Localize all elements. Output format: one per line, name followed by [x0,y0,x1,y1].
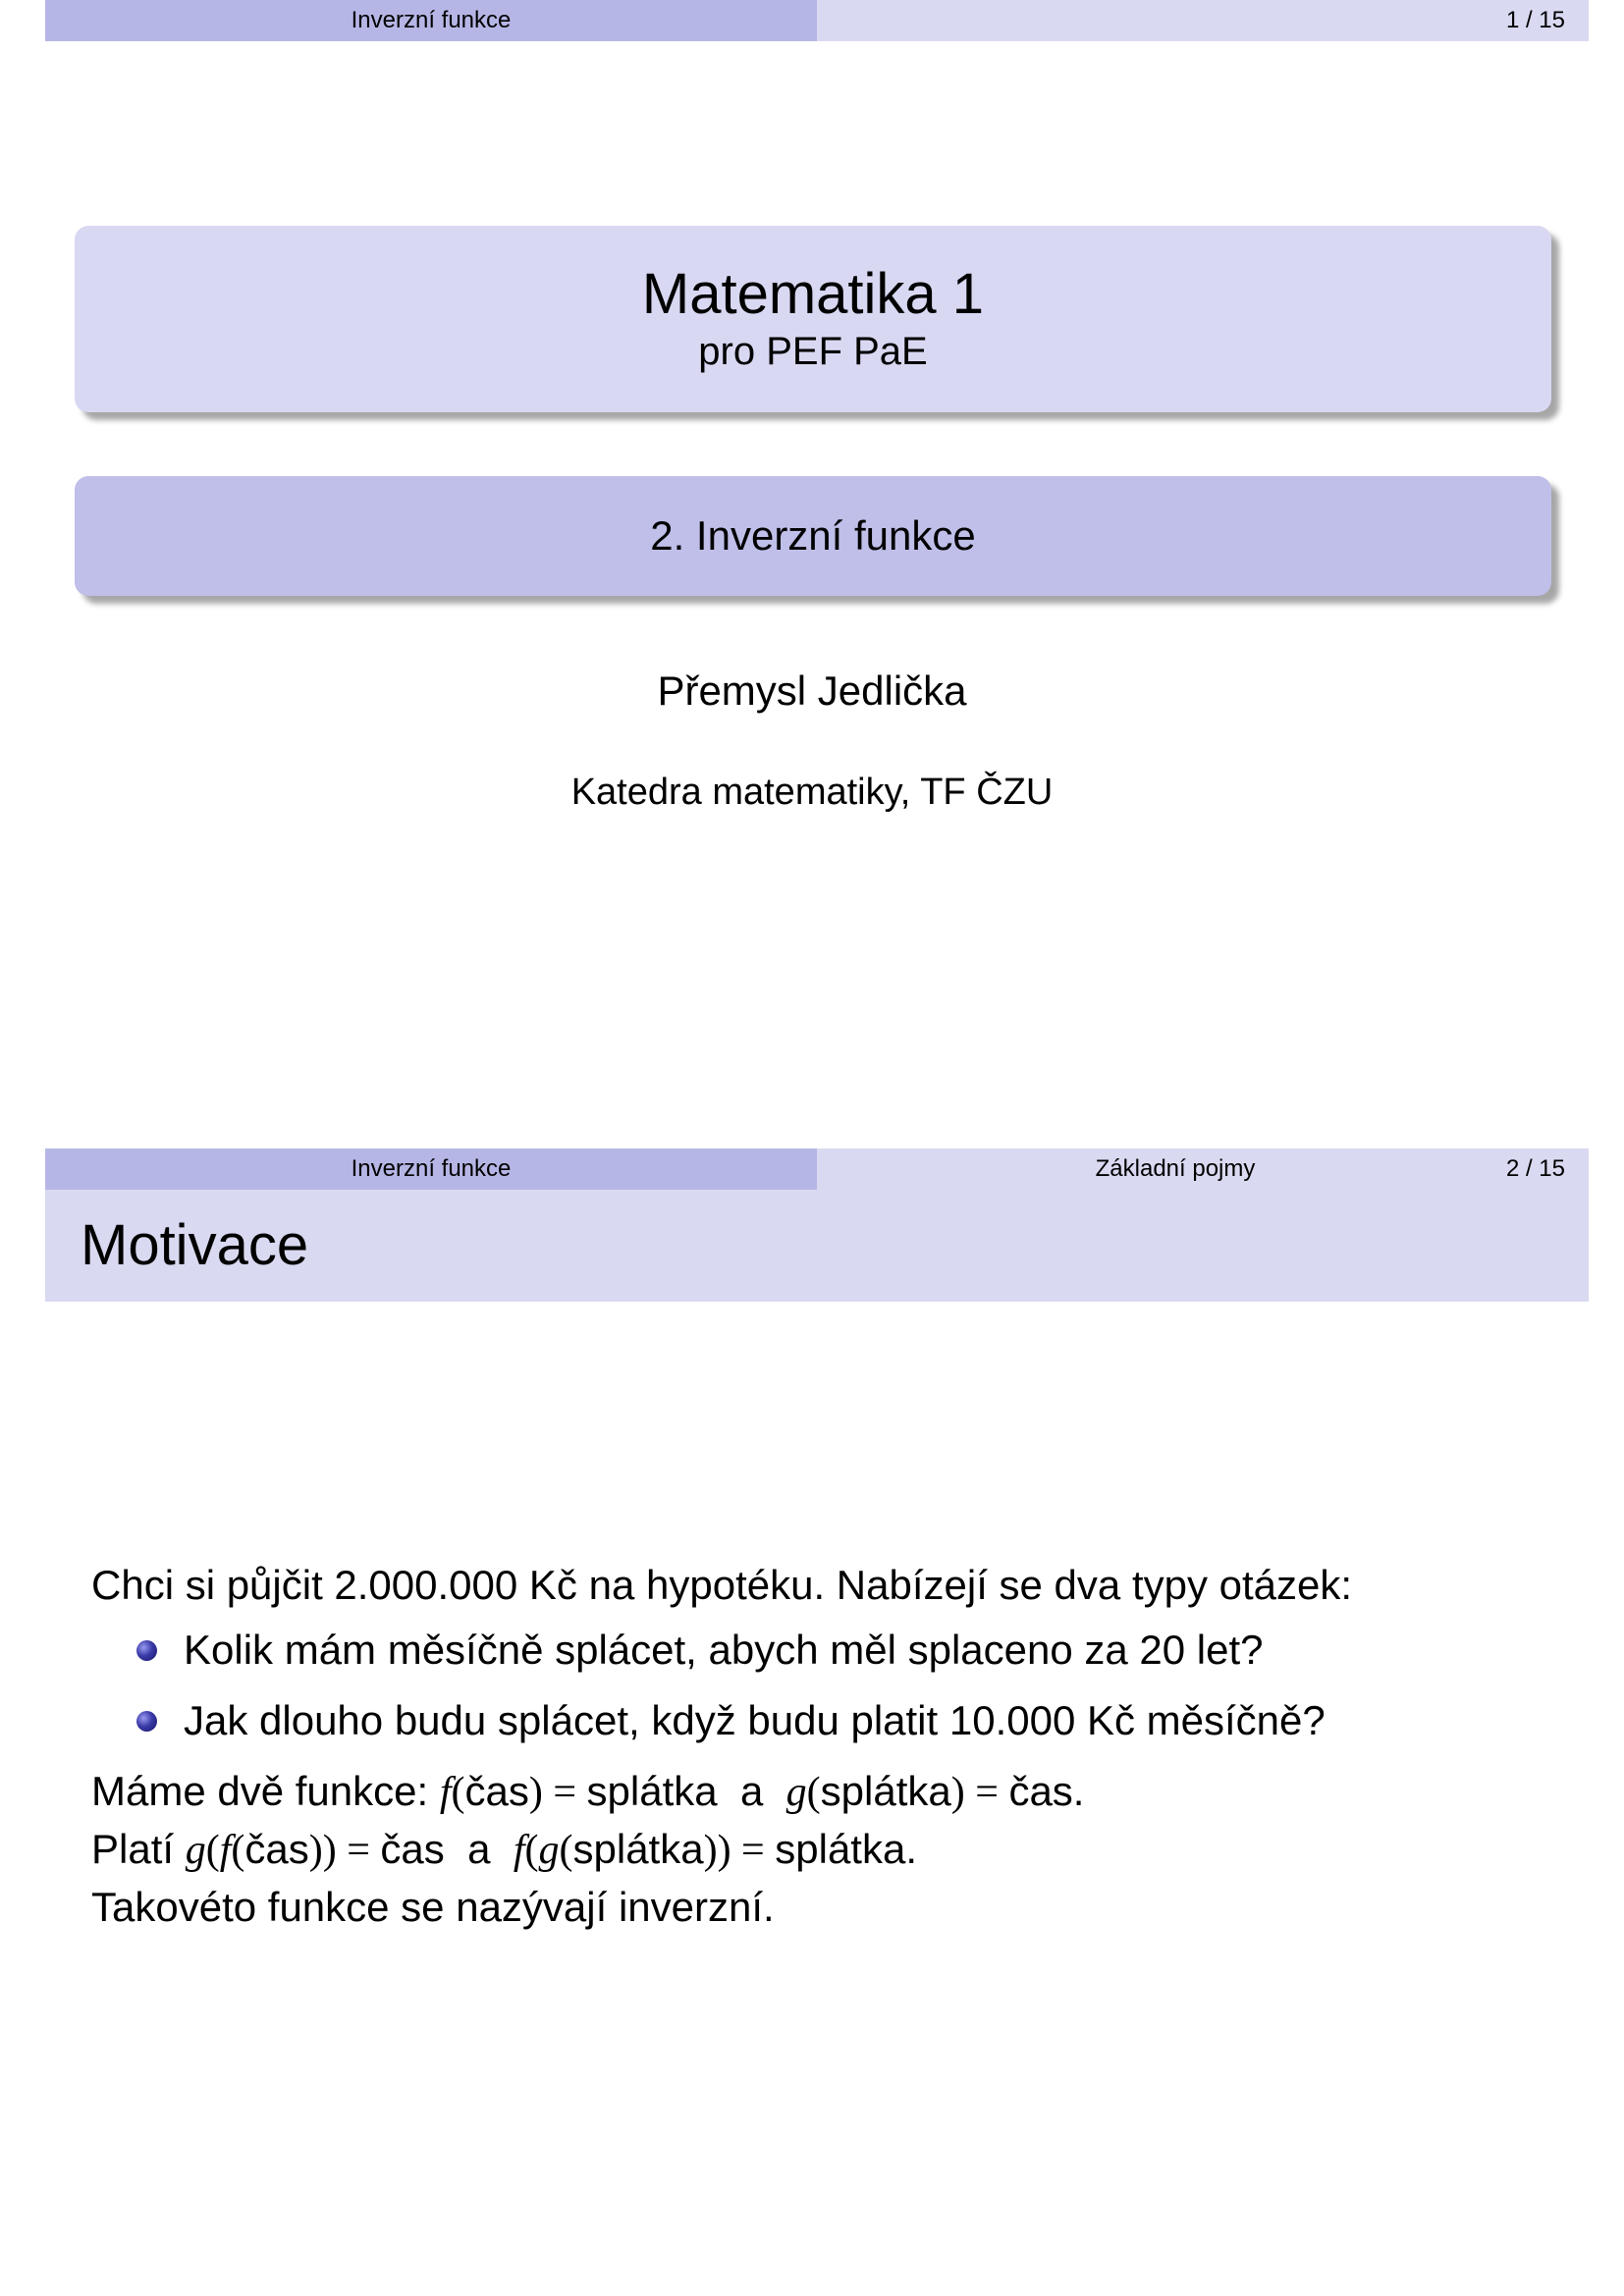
headline-section: Základní pojmy [1095,1155,1256,1182]
slide-body [91,1557,1544,1936]
functions-line: Máme dvě funkce: f(čas) = splátka a g(splátka) = čas. [91,1768,1085,1815]
headline-title: Inverzní funkce [45,1148,817,1190]
headline-bar [45,1148,1589,1190]
conclusion-text: Takovéto funkce se nazývají inverzní. [91,1884,775,1930]
title-block [75,226,1551,412]
slide-2 [0,1148,1624,2296]
frame-title: Motivace [81,1213,309,1277]
bullet-icon [136,1640,157,1661]
presentation-subtitle: pro PEF PaE [698,329,928,373]
headline-title: Inverzní funkce [45,0,817,41]
page-number: 2 / 15 [1505,1155,1565,1182]
list-item: Jak dlouho budu splácet, když budu platit 10.000 Kč měsíčně? [91,1692,1544,1749]
institute: Katedra matematiky, TF ČZU [570,772,1054,813]
section-title-block: 2. Inverzní funkce [75,476,1551,596]
frame-title-bar [45,1190,1589,1302]
page-number: 1 / 15 [1505,7,1565,33]
intro-text: Chci si půjčit 2.000.000 Kč na hypotéku. Nabízejí se dva typy otázek: [91,1562,1353,1608]
presentation-title: Matematika 1 [641,262,985,326]
headline-bar [45,0,1589,41]
list-item: Kolik mám měsíčně splácet, abych měl splaceno za 20 let? [91,1622,1544,1679]
question-list [91,1622,1544,1749]
inverse-property-line: Platí g(f(čas)) = čas a f(g(splátka)) = splátka. [91,1826,917,1873]
bullet-icon [136,1711,157,1732]
author: Přemysl Jedlička [657,667,967,714]
